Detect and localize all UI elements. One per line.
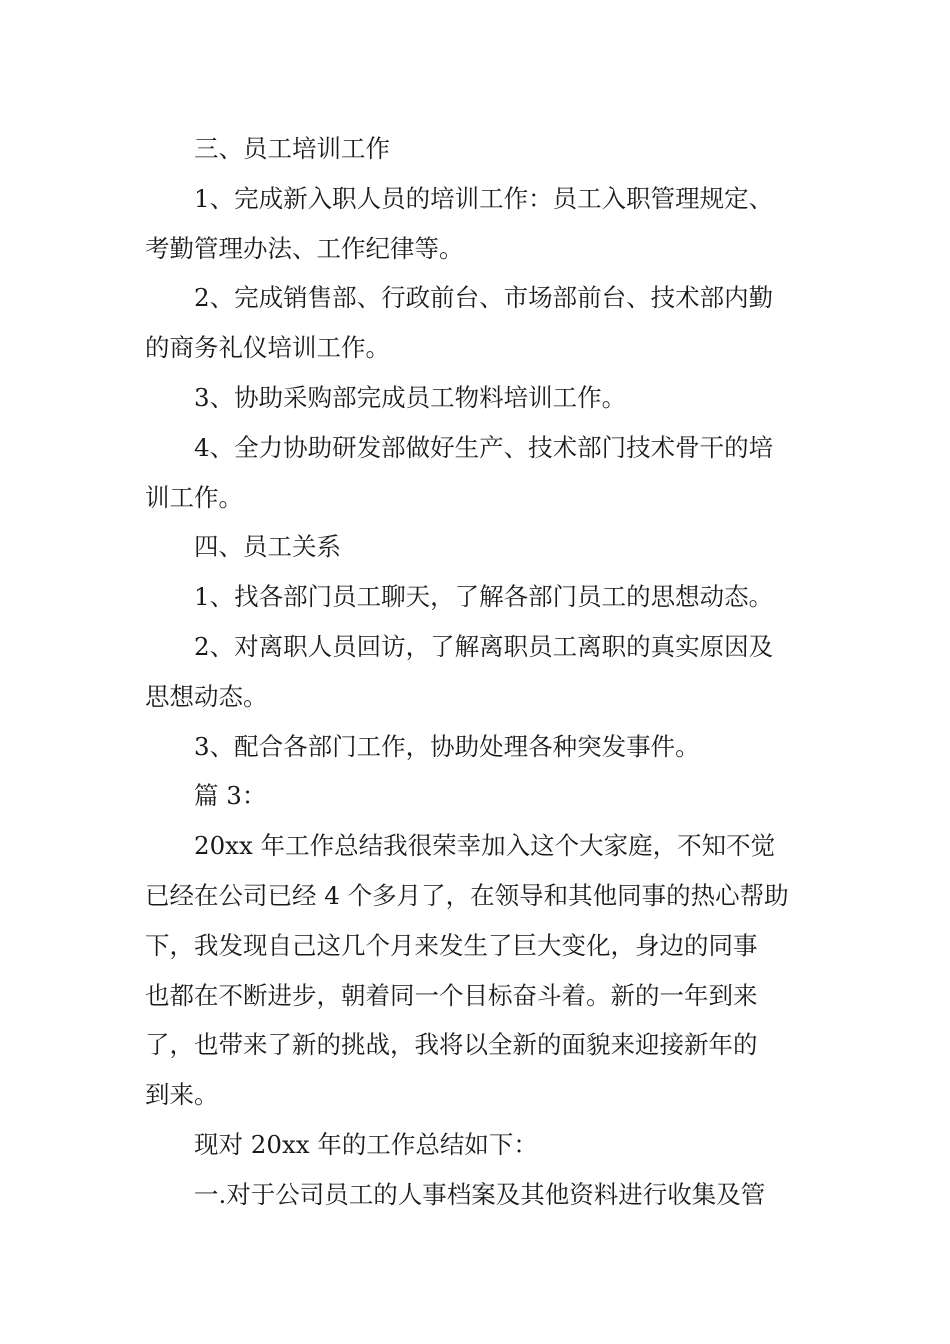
paragraph-line: 2、完成销售部、行政前台、市场部前台、技术部内勤 [194, 283, 774, 313]
paragraph-line: 的商务礼仪培训工作。 [145, 333, 390, 363]
paragraph-line: 到来。 [145, 1080, 219, 1110]
paragraph-line: 20xx 年工作总结我很荣幸加入这个大家庭，不知不觉 [194, 831, 776, 861]
paragraph-line: 1、完成新入职人员的培训工作：员工入职管理规定、 [194, 183, 774, 213]
document-body [145, 124, 815, 1220]
paragraph-line: 现对 20xx 年的工作总结如下： [194, 1129, 538, 1159]
paragraph-line: 也都在不断进步，朝着同一个目标奋斗着。新的一年到来 [145, 980, 758, 1010]
paragraph-line: 2、对离职人员回访，了解离职员工离职的真实原因及 [194, 631, 774, 661]
paragraph-line: 一.对于公司员工的人事档案及其他资料进行收集及管 [194, 1179, 766, 1209]
paragraph-line: 下，我发现自己这几个月来发生了巨大变化，身边的同事 [145, 930, 758, 960]
paragraph-line: 3、配合各部门工作，协助处理各种突发事件。 [194, 731, 700, 761]
paragraph-line: 考勤管理办法、工作纪律等。 [145, 233, 464, 263]
paragraph-line: 思想动态。 [145, 681, 268, 711]
paragraph-line: 4、全力协助研发部做好生产、技术部门技术骨干的培 [194, 432, 774, 462]
paragraph-line: 1、找各部门员工聊天，了解各部门员工的思想动态。 [194, 582, 774, 612]
paragraph-line: 训工作。 [145, 482, 243, 512]
section-heading-training: 三、员工培训工作 [194, 134, 390, 163]
chapter-heading: 篇 3： [194, 781, 267, 811]
paragraph-line: 了，也带来了新的挑战，我将以全新的面貌来迎接新年的 [145, 1030, 758, 1060]
section-heading-relations: 四、员工关系 [194, 532, 341, 562]
paragraph-line: 3、协助采购部完成员工物料培训工作。 [194, 382, 627, 412]
paragraph-line: 已经在公司已经 4 个多月了，在领导和其他同事的热心帮助 [145, 880, 789, 910]
